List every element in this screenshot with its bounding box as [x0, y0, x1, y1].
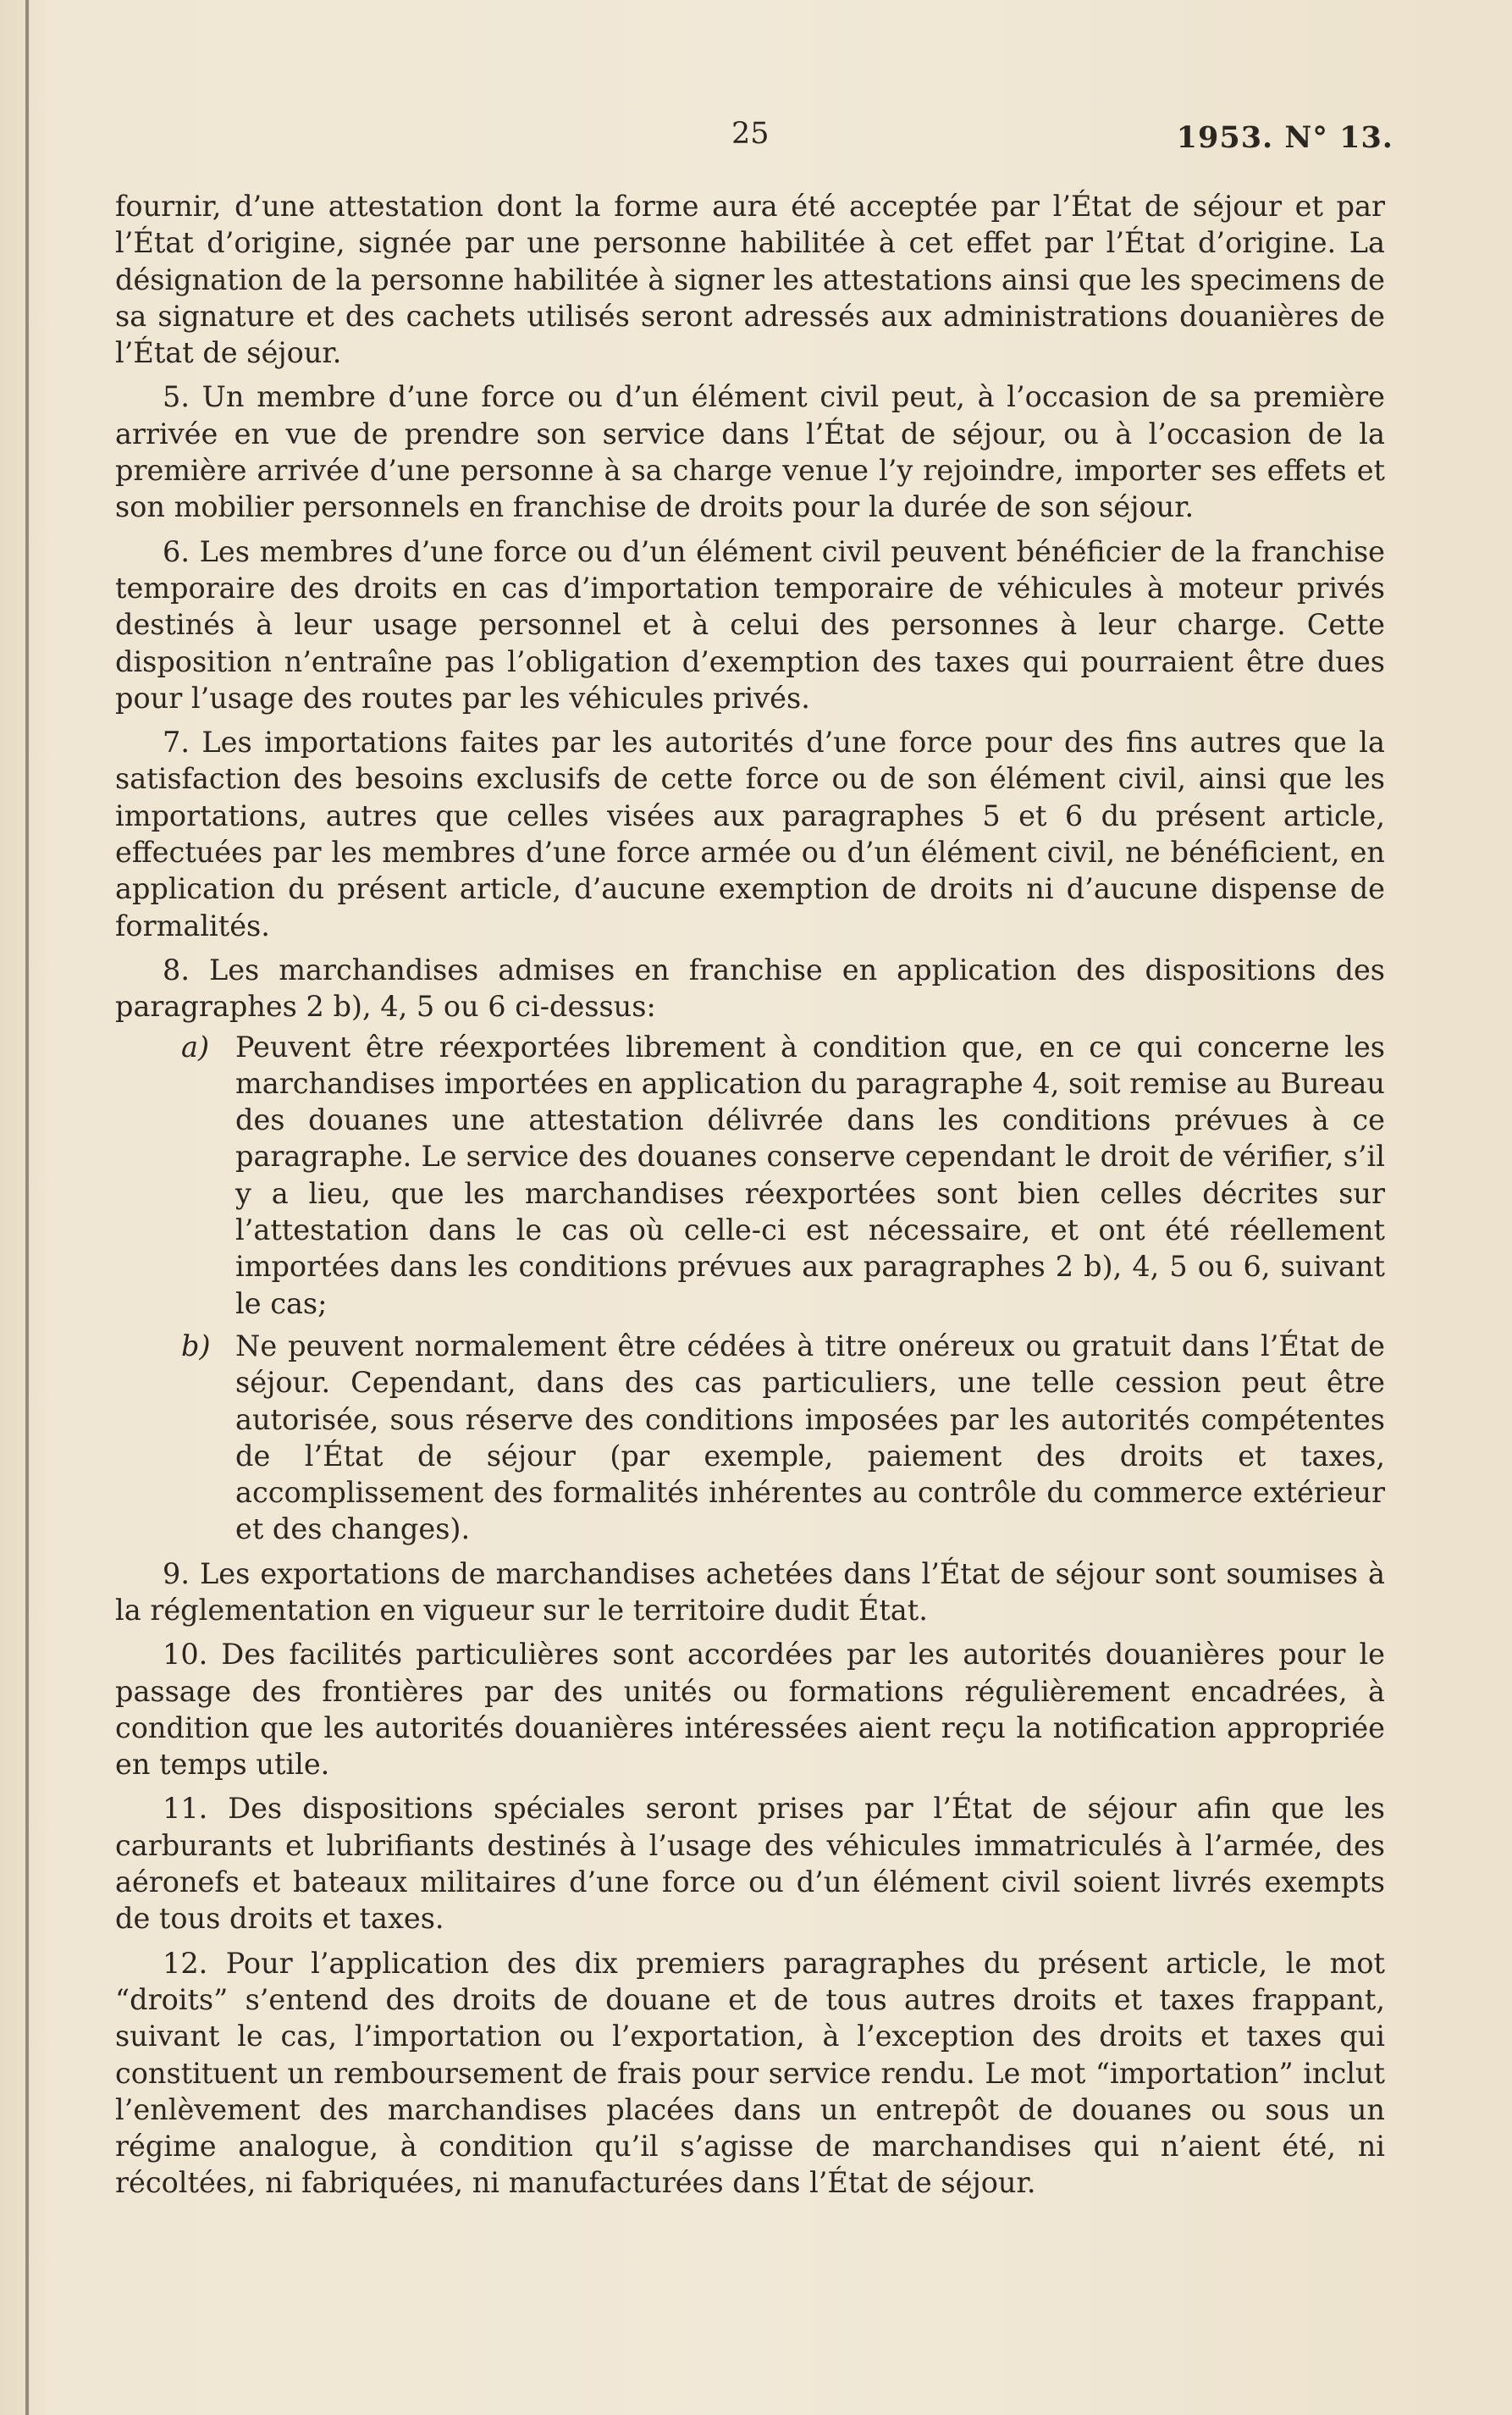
paragraph-7: 7. Les importations faites par les autorités d’une force pour des fins autres que la satisfaction des besoins exclusifs de cette force ou de son élément civil, ainsi que les importations, autres que celles visées aux paragraphes 5 et 6 du présent article, effectuées par les membres d’une force armée ou d’un élément civil, ne bénéficient, en application du présent article, d’aucune exemption de droits ni d’aucune dispense de formalités.: [115, 726, 1385, 942]
document-reference: 1953. N° 13.: [1176, 120, 1393, 155]
page-number: 25: [731, 117, 770, 151]
subitem-b: [115, 1328, 1385, 1548]
paragraph-11: 11. Des dispositions spéciales seront prises par l’État de séjour afin que les carburants et lubrifiants destinés à l’usage des véhicules immatriculés à l’armée, des aéronefs et bateaux militaires d’une force ou d’un élément civil soient livrés exempts de tous droits et taxes.: [115, 1792, 1385, 1936]
subitem-marker: b): [181, 1329, 211, 1362]
subitem-marker: a): [181, 1030, 210, 1064]
subitem-text: Peuvent être réexportées librement à condition que, en ce qui concerne les marchandises importées en application du paragraphe 4, soit remise au Bureau des douanes une attestation délivrée dans les conditions prévues à ce paragraphe. Le service des douanes conserve cependant le droit de vérifier, s’il y a lieu, que les marchandises réexportées sont bien celles décrites sur l’attestation dans le cas où celle-ci est nécessaire, et ont été réellement importées dans les conditions prévues aux paragraphes 2 b), 4, 5 ou 6, suivant le cas;: [235, 1030, 1385, 1320]
paragraph-8: 8. Les marchandises admises en franchise en application des dispositions des paragraphes 2 b), 4, 5 ou 6 ci-dessus:: [115, 953, 1385, 1024]
book-spine-shadow: [25, 0, 29, 2415]
paragraph-9: 9. Les exportations de marchandises achetées dans l’État de séjour sont soumises à la réglementation en vigueur sur le territoire dudit État.: [115, 1556, 1385, 1627]
paragraph-continuation: fournir, d’une attestation dont la forme aura été acceptée par l’État de séjour et par l’État d’origine, signée par une personne habilitée à cet effet par l’État d’origine. La désignation de la personne habilitée à signer les attestations ainsi que les specimens de sa signature et des cachets utilisés seront adressés aux administrations douanières de l’État de séjour.: [115, 190, 1385, 370]
page-header: [0, 117, 1512, 159]
paragraph-5: 5. Un membre d’une force ou d’un élément civil peut, à l’occasion de sa première arrivée en vue de prendre son service dans l’État de séjour, ou à l’occasion de la première arrivée d’une personne à sa charge venue l’y rejoindre, importer ses effets et son mobilier personnels en franchise de droits pour la durée de son séjour.: [115, 380, 1385, 524]
document-body: [115, 188, 1385, 2209]
paragraph-10: 10. Des facilités particulières sont accordées par les autorités douanières pour le passage des frontières par des unités ou formations régulièrement encadrées, à condition que les autorités douanières intéressées aient reçu la notification appropriée en temps utile.: [115, 1638, 1385, 1782]
paragraph-12: 12. Pour l’application des dix premiers paragraphes du présent article, le mot “droits” s’entend des droits de douane et de tous autres droits et taxes frappant, suivant le cas, l’importation ou l’exportation, à l’exception des droits et taxes qui constituent un remboursement de frais pour service rendu. Le mot “importation” inclut l’enlèvement des marchandises placées dans un entrepôt de douanes ou sous un régime analogue, à condition qu’il s’agisse de marchandises qui n’aient été, ni récoltées, ni fabriquées, ni manufacturées dans l’État de séjour.: [115, 1946, 1385, 2200]
subitem-a: [115, 1029, 1385, 1322]
subitem-text: Ne peuvent normalement être cédées à titre onéreux ou gratuit dans l’État de séjour. Cependant, dans des cas particuliers, une telle cession peut être autorisée, sous réserve des conditions imposées par les autorités compétentes de l’État de séjour (par exemple, paiement des droits et taxes, accomplissement des formalités inhérentes au contrôle du commerce extérieur et des changes).: [235, 1329, 1385, 1546]
paragraph-6: 6. Les membres d’une force ou d’un élément civil peuvent bénéficier de la franchise temporaire des droits en cas d’importation temporaire de véhicules à moteur privés destinés à leur usage personnel et à celui des personnes à leur charge. Cette disposition n’entraîne pas l’obligation d’exemption des taxes qui pourraient être dues pour l’usage des routes par les véhicules privés.: [115, 534, 1385, 715]
